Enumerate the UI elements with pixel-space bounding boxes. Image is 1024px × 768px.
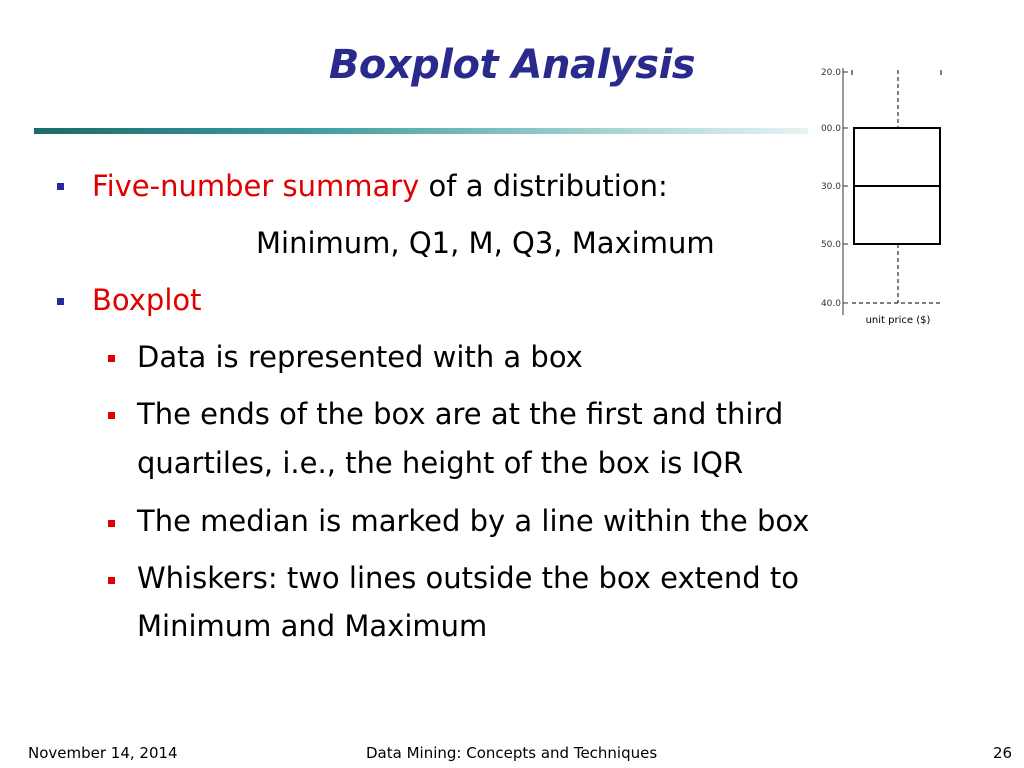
sub-bullet-text: Data is represented with a box (137, 340, 583, 374)
bullet-marker (57, 298, 64, 305)
y-tick-label: 50.0 (820, 240, 841, 250)
sub-bullet-marker (108, 412, 115, 419)
highlight-text: Five-number summary (92, 169, 420, 203)
sub-bullet-text: Minimum and Maximum (137, 609, 488, 643)
sub-bullet-text: Whiskers: two lines outside the box extend to (137, 561, 799, 595)
slide-title: Boxplot Analysis (328, 42, 696, 88)
sub-bullet-marker (108, 520, 115, 527)
bullet-text: of a distribution: (419, 169, 668, 203)
sub-bullet-text: The ends of the box are at the first and third (137, 397, 784, 431)
boxplot-figure (808, 60, 948, 330)
y-tick-label: 30.0 (820, 182, 841, 192)
sub-bullet-marker (108, 355, 115, 362)
sub-bullet-text: The median is marked by a line within the box (137, 504, 810, 538)
x-axis-label: unit price ($) (865, 315, 931, 326)
footer-page-number: 26 (993, 744, 1013, 762)
figure-background (808, 60, 948, 330)
sub-bullet-text: quartiles, i.e., the height of the box is IQR (137, 446, 744, 480)
five-number-list: Minimum, Q1, M, Q3, Maximum (256, 226, 715, 260)
footer-date: November 14, 2014 (28, 744, 178, 762)
y-tick-label: 20.0 (820, 68, 841, 78)
sub-bullet-marker (108, 577, 115, 584)
y-tick-label: 40.0 (820, 299, 841, 309)
bullet-marker (57, 183, 64, 190)
y-tick-label: 00.0 (820, 124, 841, 134)
bullet-five-number-summary (92, 169, 668, 203)
bullet-boxplot: Boxplot (92, 283, 202, 317)
footer-course-title: Data Mining: Concepts and Techniques (366, 744, 658, 762)
